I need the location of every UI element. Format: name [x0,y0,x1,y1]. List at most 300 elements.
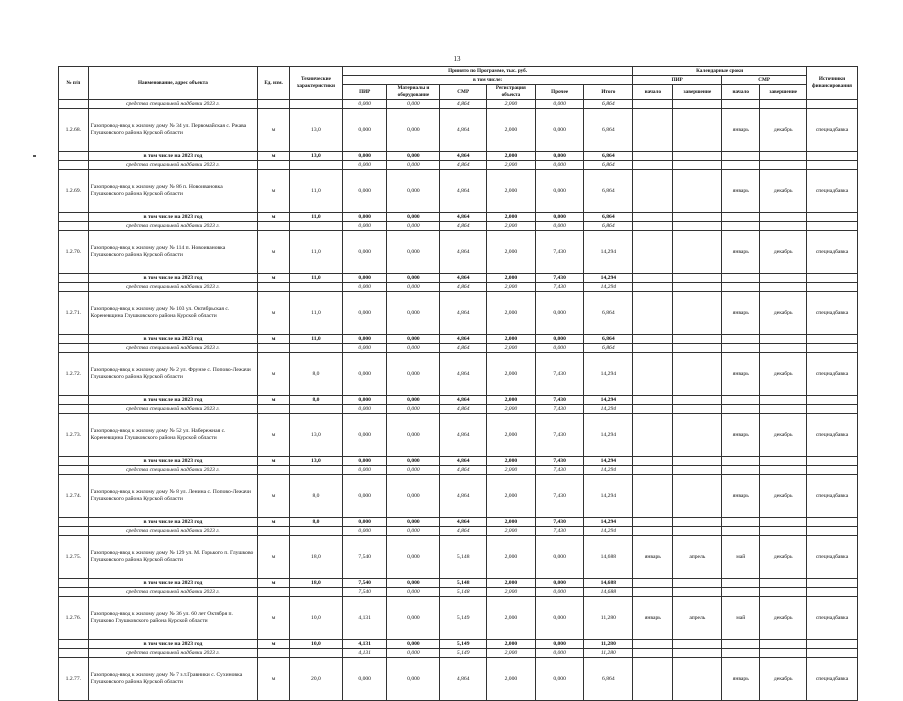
smr-cell: 5,148 [440,588,487,597]
smr-start-cell [722,405,760,414]
tech-cell [289,161,342,170]
materials-cell: 0,000 [387,222,440,231]
materials-cell: 0,000 [387,475,440,518]
row-number-cell: 1.2.77. [59,658,89,701]
row-number-cell [59,100,89,109]
object-name-cell: средства специальной надбавки 2023 г. [88,405,258,414]
object-name-cell: в том числе на 2023 год [88,396,258,405]
smr-cell: 4,864 [440,161,487,170]
header-source: Источники финансирования [807,67,858,100]
pir-start-cell [633,152,673,161]
object-name-cell: Газопровод-ввод к жилому дому № 52 ул. Набережная с. Кореневщина Глушковского района Курской области [88,414,258,457]
other-cell: 0,000 [535,213,584,222]
source-cell [807,344,858,353]
source-cell: спецнадбавка [807,109,858,152]
other-cell: 0,000 [535,152,584,161]
smr-cell: 4,864 [440,344,487,353]
unit-cell [258,100,290,109]
total-cell: 14,688 [584,588,633,597]
other-cell: 0,000 [535,335,584,344]
pir-start-cell [633,649,673,658]
registration-cell: 2,000 [487,536,536,579]
tech-cell [289,100,342,109]
registration-cell: 2,000 [487,396,536,405]
tech-cell: 13,0 [289,109,342,152]
table-row-sub [59,222,858,231]
registration-cell: 2,000 [487,152,536,161]
pir-cell: 7,540 [342,536,387,579]
smr-end-cell: декабрь [760,353,807,396]
other-cell: 7,430 [535,274,584,283]
total-cell: 14,294 [584,396,633,405]
header-num: № п/п [59,67,89,100]
smr-cell: 4,864 [440,152,487,161]
table-row-total [59,518,858,527]
smr-end-cell [760,405,807,414]
smr-end-cell: декабрь [760,231,807,274]
materials-cell: 0,000 [387,640,440,649]
smr-end-cell: декабрь [760,475,807,518]
source-cell [807,213,858,222]
pir-start-cell [633,405,673,414]
pir-start-cell [633,222,673,231]
other-cell: 7,430 [535,527,584,536]
materials-cell: 0,000 [387,405,440,414]
total-cell: 14,294 [584,283,633,292]
tech-cell [289,344,342,353]
other-cell: 0,000 [535,579,584,588]
table-row-total [59,213,858,222]
pir-cell: 4,131 [342,597,387,640]
smr-cell: 4,864 [440,466,487,475]
smr-cell: 4,864 [440,518,487,527]
unit-cell: м [258,353,290,396]
total-cell: 6,864 [584,335,633,344]
smr-end-cell: декабрь [760,658,807,701]
other-cell: 7,430 [535,396,584,405]
table-row-main [59,231,858,274]
object-name-cell: в том числе на 2023 год [88,152,258,161]
other-cell: 0,000 [535,109,584,152]
pir-end-cell [673,274,722,283]
materials-cell: 0,000 [387,292,440,335]
unit-cell: м [258,640,290,649]
tech-cell [289,588,342,597]
smr-start-cell [722,161,760,170]
total-cell: 14,294 [584,457,633,466]
tech-cell: 13,0 [289,457,342,466]
tech-cell: 8,0 [289,353,342,396]
unit-cell [258,527,290,536]
pir-end-cell [673,466,722,475]
pir-end-cell [673,213,722,222]
materials-cell: 0,000 [387,152,440,161]
header-smr-start: начало [722,85,760,100]
smr-start-cell [722,466,760,475]
row-number-cell [59,161,89,170]
source-cell [807,335,858,344]
materials-cell: 0,000 [387,536,440,579]
row-number-cell: 1.2.71. [59,292,89,335]
smr-cell: 4,864 [440,353,487,396]
smr-start-cell [722,579,760,588]
row-number-cell: 1.2.74. [59,475,89,518]
object-name-cell: в том числе на 2023 год [88,579,258,588]
pir-cell: 0,000 [342,457,387,466]
source-cell [807,527,858,536]
source-cell: спецнадбавка [807,170,858,213]
pir-start-cell [633,658,673,701]
unit-cell: м [258,536,290,579]
pir-end-cell [673,100,722,109]
total-cell: 14,294 [584,527,633,536]
table-row-total [59,152,858,161]
smr-start-cell: май [722,536,760,579]
source-cell: спецнадбавка [807,597,858,640]
smr-start-cell: январь [722,475,760,518]
tech-cell: 20,0 [289,658,342,701]
smr-end-cell [760,344,807,353]
registration-cell: 2,000 [487,588,536,597]
object-name-cell: Газопровод-ввод к жилому дому № 36 ул. 60 лет Октября п. Глушково Глушковского района Курской области [88,597,258,640]
row-number-cell: 1.2.72. [59,353,89,396]
smr-cell: 4,864 [440,658,487,701]
object-name-cell: средства специальной надбавки 2023 г. [88,100,258,109]
registration-cell: 2,000 [487,161,536,170]
pir-cell: 0,000 [342,396,387,405]
pir-cell: 0,000 [342,152,387,161]
table-row-total [59,457,858,466]
pir-start-cell [633,109,673,152]
row-number-cell [59,588,89,597]
header-cal-smr: СМР [722,76,807,85]
unit-cell [258,649,290,658]
object-name-cell: Газопровод-ввод к жилому дому № 7 з.т.Гравники с. Сухиновка Глушковского района Курской области [88,658,258,701]
registration-cell: 2,000 [487,292,536,335]
table-body [59,100,858,701]
table-row-total [59,335,858,344]
row-number-cell [59,396,89,405]
table-row-main [59,109,858,152]
pir-start-cell [633,518,673,527]
smr-end-cell [760,640,807,649]
table-row-main [59,414,858,457]
unit-cell: м [258,457,290,466]
registration-cell: 2,000 [487,405,536,414]
row-number-cell [59,518,89,527]
smr-start-cell [722,588,760,597]
unit-cell: м [258,396,290,405]
total-cell: 6,864 [584,152,633,161]
materials-cell: 0,000 [387,109,440,152]
smr-end-cell [760,213,807,222]
object-name-cell: Газопровод-ввод к жилому дому № 103 ул. Октябрьская с. Кореневщина Глушковского района Курской области [88,292,258,335]
pir-end-cell [673,161,722,170]
materials-cell: 0,000 [387,335,440,344]
table-row-main [59,658,858,701]
smr-end-cell: декабрь [760,170,807,213]
pir-start-cell [633,579,673,588]
smr-cell: 4,864 [440,335,487,344]
smr-start-cell [722,640,760,649]
pir-cell: 4,131 [342,649,387,658]
table-row-main [59,597,858,640]
unit-cell [258,222,290,231]
smr-cell: 4,864 [440,457,487,466]
smr-cell: 4,864 [440,283,487,292]
row-number-cell: 1.2.68. [59,109,89,152]
row-number-cell [59,283,89,292]
materials-cell: 0,000 [387,658,440,701]
header-pir-start: начало [633,85,673,100]
unit-cell [258,405,290,414]
table-row-main [59,536,858,579]
source-cell [807,283,858,292]
source-cell [807,518,858,527]
smr-start-cell [722,457,760,466]
total-cell: 6,864 [584,170,633,213]
registration-cell: 2,000 [487,466,536,475]
pir-end-cell [673,457,722,466]
total-cell: 6,864 [584,213,633,222]
source-cell [807,100,858,109]
tech-cell: 11,0 [289,170,342,213]
source-cell [807,640,858,649]
registration-cell: 2,000 [487,335,536,344]
object-name-cell: в том числе на 2023 год [88,640,258,649]
object-name-cell: средства специальной надбавки 2023 г. [88,466,258,475]
table-row-main [59,475,858,518]
smr-end-cell [760,100,807,109]
object-name-cell: средства специальной надбавки 2023 г. [88,344,258,353]
pir-start-cell [633,274,673,283]
total-cell: 14,688 [584,536,633,579]
table-row-total [59,396,858,405]
registration-cell: 2,000 [487,100,536,109]
total-cell: 14,294 [584,466,633,475]
pir-end-cell [673,649,722,658]
smr-start-cell [722,527,760,536]
object-name-cell: средства специальной надбавки 2023 г. [88,649,258,658]
pir-start-cell [633,335,673,344]
registration-cell: 2,000 [487,597,536,640]
materials-cell: 0,000 [387,213,440,222]
other-cell: 0,000 [535,170,584,213]
total-cell: 6,864 [584,100,633,109]
pir-end-cell [673,222,722,231]
scan-speck [33,155,36,157]
other-cell: 7,430 [535,466,584,475]
tech-cell: 10,0 [289,597,342,640]
smr-cell: 4,864 [440,170,487,213]
pir-cell: 0,000 [342,292,387,335]
row-number-cell [59,405,89,414]
unit-cell: м [258,658,290,701]
tech-cell [289,283,342,292]
smr-start-cell [722,649,760,658]
total-cell: 6,864 [584,109,633,152]
materials-cell: 0,000 [387,274,440,283]
row-number-cell: 1.2.75. [59,536,89,579]
other-cell: 0,000 [535,597,584,640]
source-cell [807,222,858,231]
object-name-cell: в том числе на 2023 год [88,213,258,222]
pir-end-cell [673,335,722,344]
header-cal-pir: ПИР [633,76,722,85]
smr-start-cell: январь [722,231,760,274]
row-number-cell [59,527,89,536]
smr-end-cell [760,527,807,536]
pir-cell: 0,000 [342,658,387,701]
pir-start-cell [633,588,673,597]
other-cell: 7,430 [535,405,584,414]
tech-cell: 10,0 [289,640,342,649]
pir-start-cell: январь [633,597,673,640]
smr-end-cell [760,466,807,475]
pir-end-cell [673,353,722,396]
pir-cell: 0,000 [342,405,387,414]
total-cell: 6,864 [584,658,633,701]
materials-cell: 0,000 [387,231,440,274]
row-number-cell [59,344,89,353]
header-tech: Технические характеристики [289,67,342,100]
materials-cell: 0,000 [387,396,440,405]
pir-cell: 0,000 [342,161,387,170]
materials-cell: 0,000 [387,353,440,396]
pir-end-cell [673,231,722,274]
materials-cell: 0,000 [387,518,440,527]
header-smr-end: завершение [760,85,807,100]
row-number-cell [59,213,89,222]
header-pir: ПИР [342,85,387,100]
source-cell: спецнадбавка [807,536,858,579]
registration-cell: 2,000 [487,213,536,222]
unit-cell: м [258,292,290,335]
smr-end-cell: декабрь [760,414,807,457]
total-cell: 14,688 [584,579,633,588]
tech-cell [289,527,342,536]
materials-cell: 0,000 [387,588,440,597]
object-name-cell: в том числе на 2023 год [88,274,258,283]
pir-cell: 4,131 [342,640,387,649]
other-cell: 0,000 [535,161,584,170]
row-number-cell: 1.2.73. [59,414,89,457]
pir-cell: 0,000 [342,466,387,475]
other-cell: 7,430 [535,475,584,518]
total-cell: 11,280 [584,649,633,658]
total-cell: 14,294 [584,518,633,527]
total-cell: 14,294 [584,405,633,414]
header-registration: Регистрация объекта [487,85,536,100]
pir-start-cell [633,527,673,536]
registration-cell: 2,000 [487,527,536,536]
registration-cell: 2,000 [487,222,536,231]
total-cell: 14,294 [584,231,633,274]
row-number-cell [59,274,89,283]
table-row-sub [59,649,858,658]
smr-end-cell: декабрь [760,292,807,335]
table-row-main [59,292,858,335]
other-cell: 0,000 [535,222,584,231]
smr-cell: 5,149 [440,649,487,658]
pir-start-cell [633,475,673,518]
table-row-total [59,579,858,588]
smr-cell: 4,864 [440,274,487,283]
row-number-cell: 1.2.70. [59,231,89,274]
tech-cell: 8,0 [289,475,342,518]
other-cell: 7,430 [535,231,584,274]
unit-cell: м [258,475,290,518]
row-number-cell [59,152,89,161]
pir-start-cell [633,213,673,222]
smr-cell: 4,864 [440,527,487,536]
registration-cell: 2,000 [487,457,536,466]
smr-end-cell [760,457,807,466]
other-cell: 0,000 [535,100,584,109]
registration-cell: 2,000 [487,658,536,701]
pir-cell: 0,000 [342,518,387,527]
pir-end-cell [673,475,722,518]
unit-cell: м [258,518,290,527]
pir-cell: 0,000 [342,109,387,152]
table-row-total [59,640,858,649]
smr-start-cell [722,213,760,222]
registration-cell: 2,000 [487,649,536,658]
unit-cell: м [258,579,290,588]
tech-cell: 11,0 [289,274,342,283]
source-cell [807,588,858,597]
table-row-main [59,170,858,213]
smr-start-cell: январь [722,658,760,701]
smr-start-cell [722,396,760,405]
table-row-sub [59,466,858,475]
other-cell: 0,000 [535,292,584,335]
header-unit: Ед. изм. [258,67,290,100]
smr-start-cell [722,100,760,109]
source-cell [807,396,858,405]
pir-cell: 0,000 [342,335,387,344]
tech-cell [289,466,342,475]
registration-cell: 2,000 [487,109,536,152]
pir-start-cell [633,457,673,466]
program-table [58,66,858,701]
pir-end-cell [673,152,722,161]
pir-start-cell [633,344,673,353]
pir-start-cell [633,161,673,170]
materials-cell: 0,000 [387,283,440,292]
total-cell: 11,280 [584,640,633,649]
smr-cell: 5,149 [440,640,487,649]
smr-end-cell [760,161,807,170]
table-row-main [59,353,858,396]
source-cell [807,274,858,283]
smr-cell: 4,864 [440,475,487,518]
pir-end-cell [673,292,722,335]
header-total: Итого [584,85,633,100]
pir-end-cell [673,588,722,597]
pir-cell: 0,000 [342,213,387,222]
registration-cell: 2,000 [487,518,536,527]
pir-end-cell [673,344,722,353]
smr-cell: 4,864 [440,292,487,335]
smr-start-cell: январь [722,353,760,396]
total-cell: 14,294 [584,274,633,283]
row-number-cell [59,466,89,475]
pir-start-cell [633,414,673,457]
pir-end-cell [673,640,722,649]
smr-start-cell [722,283,760,292]
header-other: Прочее [535,85,584,100]
